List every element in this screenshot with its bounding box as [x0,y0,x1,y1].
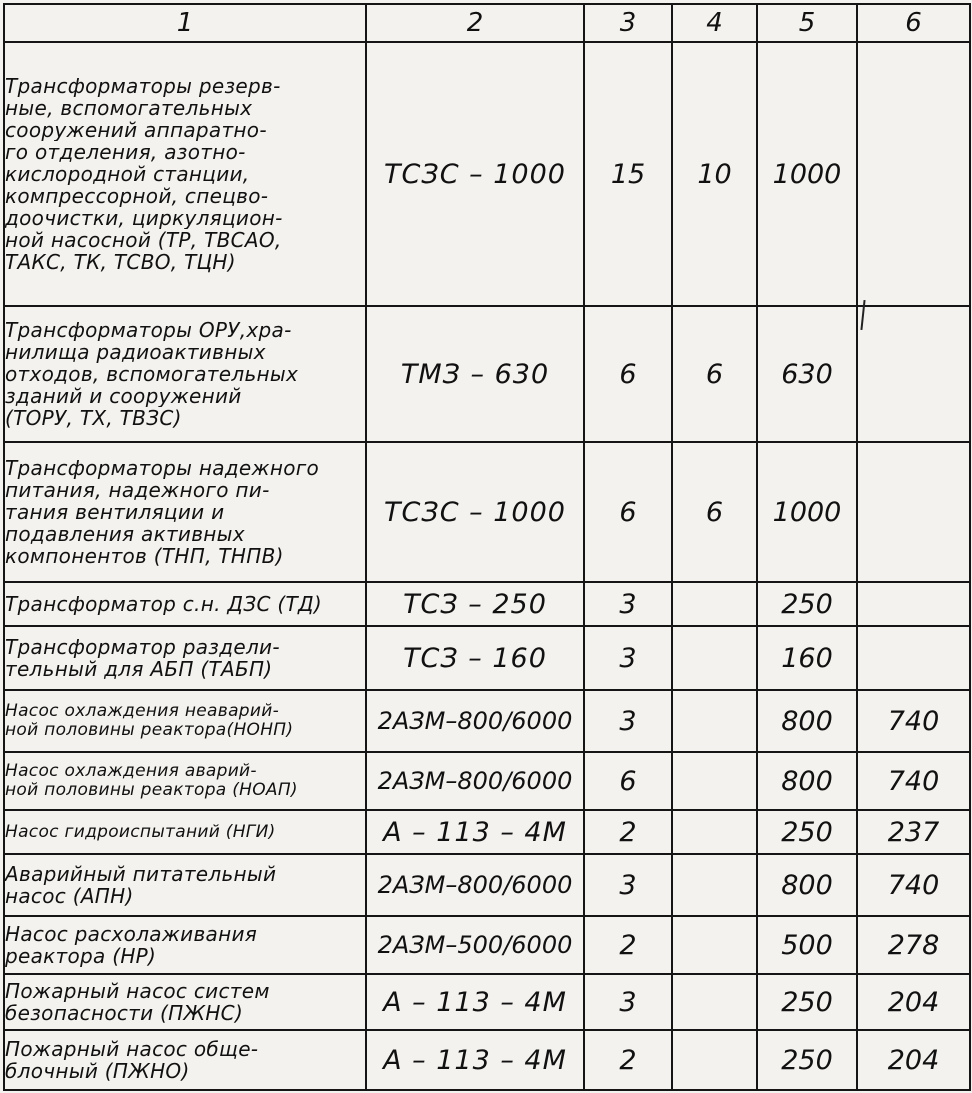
equipment-type-cell: ТСЗС – 1000 [366,42,584,306]
name-line: Насос охлаждения аварий- [5,762,257,781]
table-row [4,626,970,690]
header-cell-4: 4 [672,4,757,42]
value-cell-6 [857,442,970,582]
value-cell-6 [857,626,970,690]
table-row [4,916,970,974]
name-line: безопасности (ПЖНС) [5,1002,244,1024]
equipment-name-cell [4,916,366,974]
equipment-name-cell [4,626,366,690]
value-cell-3: 3 [584,974,672,1030]
name-line: Насос гидроиспытаний (НГИ) [5,822,276,842]
value-cell-5: 250 [757,810,857,854]
value-cell-5: 500 [757,916,857,974]
name-line: Трансформатор с.н. ДЗС (ТД) [5,593,323,615]
equipment-type-cell: 2АЗМ–500/6000 [366,916,584,974]
value-cell-4 [672,582,757,626]
value-cell-5: 800 [757,690,857,752]
equipment-type-cell: А – 113 – 4М [366,974,584,1030]
header-cell-3: 3 [584,4,672,42]
table-row [4,42,970,306]
value-cell-4 [672,916,757,974]
value-cell-5: 250 [757,974,857,1030]
equipment-type-cell: А – 113 – 4М [366,1030,584,1090]
equipment-name-cell [4,752,366,810]
value-cell-4 [672,974,757,1030]
table-row [4,1030,970,1090]
value-cell-4: 10 [672,42,757,306]
equipment-name-cell [4,1030,366,1090]
equipment-type-cell: 2АЗМ–800/6000 [366,854,584,916]
name-line: Пожарный насос обще- [5,1038,259,1060]
name-line: компрессорной, спецво- [5,185,269,207]
value-cell-4 [672,752,757,810]
value-cell-5: 800 [757,854,857,916]
name-line: подавления активных [5,523,245,545]
value-cell-3: 3 [584,690,672,752]
name-line: доочистки, циркуляцион- [5,207,283,229]
value-cell-6: 237 [857,810,970,854]
value-cell-6: 204 [857,1030,970,1090]
name-line: блочный (ПЖНО) [5,1060,190,1082]
name-line: ной насосной (ТР, ТВСАО, [5,229,282,251]
value-cell-3: 2 [584,810,672,854]
name-line: сооружений аппаратно- [5,119,267,141]
value-cell-6: 740 [857,854,970,916]
value-cell-6: 740 [857,752,970,810]
value-cell-5: 800 [757,752,857,810]
header-cell-5: 5 [757,4,857,42]
name-line: Пожарный насос систем [5,980,270,1002]
table-row [4,854,970,916]
name-line: компонентов (ТНП, ТНПВ) [5,545,284,567]
value-cell-6: 204 [857,974,970,1030]
name-line: Трансформатор раздели- [5,636,280,658]
name-line: Насос расхолаживания [5,923,258,945]
name-line: питания, надежного пи- [5,479,270,501]
value-cell-4: 6 [672,306,757,442]
name-line: насос (АПН) [5,885,134,907]
value-cell-4 [672,854,757,916]
equipment-name-cell [4,974,366,1030]
equipment-type-cell: ТСЗС – 1000 [366,442,584,582]
value-cell-3: 6 [584,442,672,582]
name-line: Аварийный питательный [5,863,277,885]
equipment-table [3,3,971,1091]
table-row [4,810,970,854]
name-line: реактора (НР) [5,945,157,967]
header-cell-2: 2 [366,4,584,42]
header-cell-1: 1 [4,4,366,42]
name-line: тельный для АБП (ТАБП) [5,658,273,680]
name-line: отходов, вспомогательных [5,363,299,385]
equipment-type-cell: 2АЗМ–800/6000 [366,690,584,752]
equipment-type-cell: ТМЗ – 630 [366,306,584,442]
equipment-name-cell [4,690,366,752]
value-cell-6 [857,42,970,306]
name-line: ные, вспомогательных [5,97,253,119]
equipment-name-cell [4,442,366,582]
value-cell-3: 3 [584,582,672,626]
header-row [4,4,970,42]
equipment-name-cell [4,810,366,854]
table-row [4,306,970,442]
equipment-name-cell [4,582,366,626]
name-line: зданий и сооружений [5,385,242,407]
value-cell-4 [672,626,757,690]
equipment-type-cell: 2АЗМ–800/6000 [366,752,584,810]
value-cell-4: 6 [672,442,757,582]
value-cell-6 [857,582,970,626]
equipment-name-cell [4,306,366,442]
table-row [4,752,970,810]
value-cell-4 [672,690,757,752]
value-cell-3: 3 [584,854,672,916]
name-line: Трансформаторы надежного [5,457,320,479]
equipment-type-cell: ТСЗ – 250 [366,582,584,626]
value-cell-5: 250 [757,582,857,626]
value-cell-3: 15 [584,42,672,306]
value-cell-3: 3 [584,626,672,690]
value-cell-5: 1000 [757,442,857,582]
value-cell-3: 2 [584,1030,672,1090]
name-line: ТАКС, ТК, ТСВО, ТЦН) [5,251,236,273]
name-line: Трансформаторы резерв- [5,75,281,97]
value-cell-4 [672,1030,757,1090]
name-line: (ТОРУ, ТХ, ТВЗС) [5,407,182,429]
value-cell-3: 6 [584,306,672,442]
name-line: кислородной станции, [5,163,250,185]
name-line: го отделения, азотно- [5,141,246,163]
header-cell-6: 6 [857,4,970,42]
equipment-name-cell [4,42,366,306]
table-row [4,582,970,626]
name-line: нилища радиоактивных [5,341,266,363]
value-cell-3: 6 [584,752,672,810]
name-line: ной половины реактора(НОНП) [5,721,294,740]
name-line: ной половины реактора (НОАП) [5,781,298,800]
equipment-name-cell [4,854,366,916]
table-row [4,442,970,582]
value-cell-6: 278 [857,916,970,974]
value-cell-5: 1000 [757,42,857,306]
value-cell-3: 2 [584,916,672,974]
value-cell-5: 630 [757,306,857,442]
value-cell-5: 250 [757,1030,857,1090]
name-line: Трансформаторы ОРУ,хра- [5,319,292,341]
value-cell-4 [672,810,757,854]
table-row [4,974,970,1030]
name-line: Насос охлаждения неаварий- [5,702,280,721]
name-line: тания вентиляции и [5,501,225,523]
equipment-type-cell: ТСЗ – 160 [366,626,584,690]
value-cell-5: 160 [757,626,857,690]
equipment-type-cell: А – 113 – 4М [366,810,584,854]
value-cell-6 [857,306,970,442]
table-row [4,690,970,752]
value-cell-6: 740 [857,690,970,752]
